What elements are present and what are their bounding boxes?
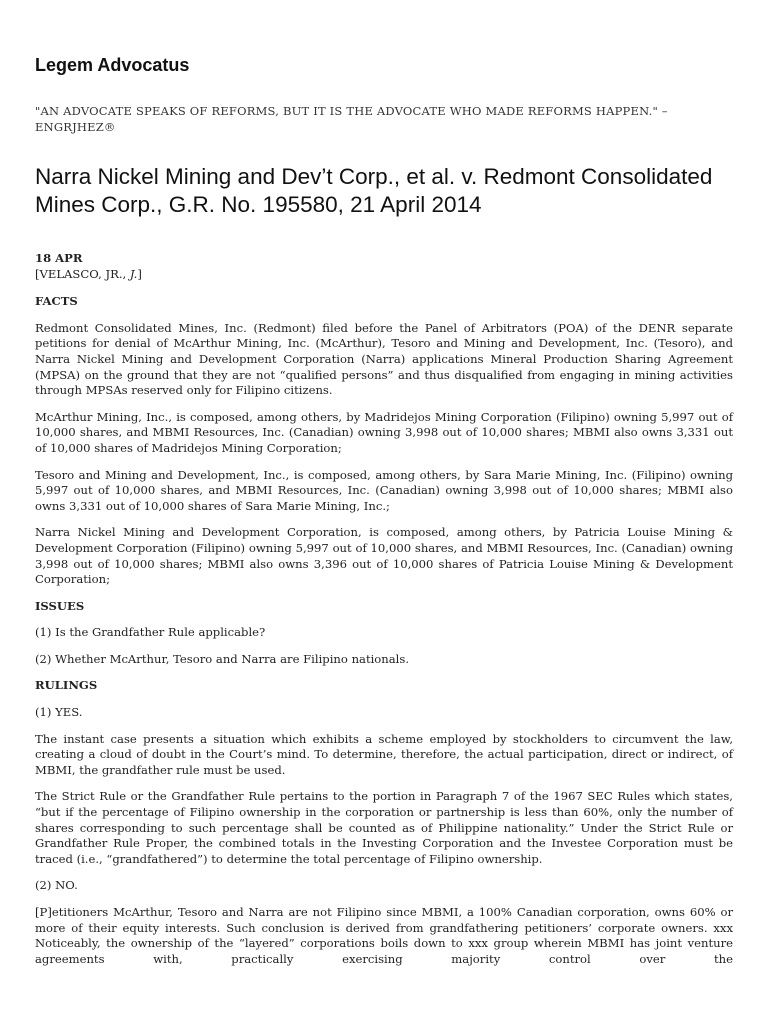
facts-paragraph: McArthur Mining, Inc., is composed, among others, by Madridejos Mining Corporation (Filipino) owning 5,997 out of 10,000 shares, and MBMI Resources, Inc. (Canadian) owning 3,998 out of 10,000 shares; MBMI also owns 3,331 out of 10,000 shares of Madridejos Mining Corporation; — [35, 409, 733, 455]
blog-tagline: "AN ADVOCATE SPEAKS OF REFORMS, BUT IT IS THE ADVOCATE WHO MADE REFORMS HAPPEN." – ENGRJHEZ® — [35, 104, 668, 134]
ruling-paragraph: The instant case presents a situation which exhibits a scheme employed by stockholders to circumvent the law, creating a cloud of doubt in the Court’s mind. To determine, therefore, the actual participation, direct or indirect, of MBMI, the grandfather rule must be used. — [35, 731, 733, 777]
facts-paragraph: Tesoro and Mining and Development, Inc., is composed, among others, by Sara Marie Mining, Inc. (Filipino) owning 5,997 out of 10,000 shares, and MBMI Resources, Inc. (Canadian) owning 3,998 out of 10,000 shares; MBMI also owns 3,331 out of 10,000 shares of Sara Marie Mining, Inc.; — [35, 467, 733, 513]
issue-item: (1) Is the Grandfather Rule applicable? — [35, 625, 266, 640]
post-date: 18 APR — [35, 251, 83, 265]
facts-paragraph: Redmont Consolidated Mines, Inc. (Redmont) filed before the Panel of Arbitrators (POA) of the DENR separate petitions for denial of McArthur Mining, Inc. (McArthur), Tesoro and Mining and Development, Inc. (Tesoro), and Narra Nickel Mining and Development Corporation (Narra) applications Mineral Production Sharing Agreement (MPSA) on the ground that they are not “qualified persons” and thus disqualified from engaging in mining activities through MPSAs reserved only for Filipino citizens. — [35, 320, 733, 398]
ruling-paragraph: [P]etitioners McArthur, Tesoro and Narra are not Filipino since MBMI, a 100% Canadian corporation, owns 60% or more of their equity interests. Such conclusion is derived from grandfathering petitioners’ corporate owners. xxx Noticeably, the ownership of the “layered” corporations boils down to xxx group wherein MBMI has joint venture agreements with, practically exercising majority control over the — [35, 905, 733, 966]
post-author — [35, 267, 733, 283]
author-prefix: [VELASCO, JR., — [35, 266, 130, 281]
issue-item: (2) Whether McArthur, Tesoro and Narra are Filipino nationals. — [35, 651, 410, 666]
rulings-heading: RULINGS — [35, 678, 98, 693]
author-italic: J. — [129, 266, 138, 281]
ruling1-label: (1) YES. — [35, 705, 83, 720]
post-content — [35, 251, 733, 978]
facts-heading: FACTS — [35, 294, 78, 309]
author-suffix: ] — [137, 266, 142, 281]
issues-heading: ISSUES — [35, 598, 85, 613]
ruling-paragraph: The Strict Rule or the Grandfather Rule pertains to the portion in Paragraph 7 of the 1967 SEC Rules which states, “but if the percentage of Filipino ownership in the corporation or partnership is less than 60%, only the number of shares corresponding to such percentage shall be counted as of Philippine nationality.” Under the Strict Rule or Grandfather Rule Proper, the combined totals in the Investing Corporation and the Investee Corporation must be traced (i.e., “grandfathered”) to determine the total percentage of Filipino ownership. — [35, 789, 733, 866]
blog-title[interactable]: Legem Advocatus — [35, 55, 190, 75]
facts-paragraph: Narra Nickel Mining and Development Corporation, is composed, among others, by Patricia Louise Mining & Development Corporation (Filipino) owning 5,997 out of 10,000 shares, and MBMI Resources, Inc. (Canadian) owning 3,998 out of 10,000 shares; MBMI also owns 3,396 out of 10,000 shares of Patricia Louise Mining & Development Corporation; — [35, 525, 733, 587]
ruling2-label: (2) NO. — [35, 878, 78, 893]
post-title[interactable]: Narra Nickel Mining and Dev’t Corp., et al. v. Redmont Consolidated Mines Corp., G.R. No. 195580, 21 April 2014 — [35, 164, 713, 217]
